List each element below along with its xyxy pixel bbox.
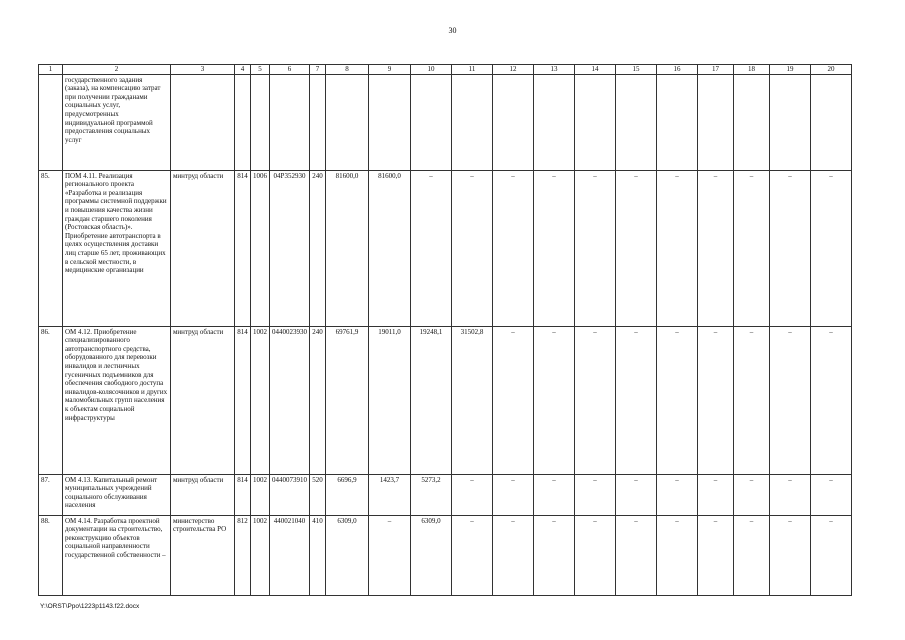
vr-cell: 240 — [310, 170, 326, 326]
rzpr-cell: 1002 — [251, 474, 270, 515]
grbs-cell: 812 — [235, 515, 251, 595]
year-value-cell: – — [534, 170, 575, 326]
year-value-cell: – — [616, 326, 657, 474]
year-value-cell: 81600,0 — [369, 170, 411, 326]
year-value-cell: – — [734, 515, 770, 595]
measure-name-cell: ПОМ 4.11. Реализация регионального проекта «Разработка и реализация программы системной поддержки и повышения качества жизни граждан старшего поколения (Ростовская область)». Приобретение автотранспорта в целях осуществления доставки лиц старше 65 лет, проживающих в сельской местности, в медицинские организации — [63, 170, 171, 326]
table-row — [39, 170, 852, 326]
csr-cell — [270, 74, 310, 170]
year-value-cell: 19011,0 — [369, 326, 411, 474]
year-value-cell — [369, 74, 411, 170]
row-number-cell: 85. — [39, 170, 63, 326]
header-cell: 1 — [39, 65, 63, 75]
year-value-cell — [734, 74, 770, 170]
vr-cell: 410 — [310, 515, 326, 595]
header-cell: 10 — [411, 65, 452, 75]
total-cell: 81600,0 — [326, 170, 369, 326]
year-value-cell: – — [534, 515, 575, 595]
executor-cell: минтруд области — [171, 170, 235, 326]
row-number-cell — [39, 74, 63, 170]
budget-table — [38, 64, 852, 596]
year-value-cell: – — [452, 515, 493, 595]
header-cell: 12 — [493, 65, 534, 75]
vr-cell: 520 — [310, 474, 326, 515]
csr-cell: 0440023930 — [270, 326, 310, 474]
header-cell: 8 — [326, 65, 369, 75]
header-cell: 11 — [452, 65, 493, 75]
row-number-cell: 87. — [39, 474, 63, 515]
year-value-cell: – — [575, 515, 616, 595]
rzpr-cell — [251, 74, 270, 170]
year-value-cell: – — [811, 326, 852, 474]
year-value-cell — [493, 74, 534, 170]
year-value-cell — [411, 74, 452, 170]
header-cell: 16 — [657, 65, 698, 75]
measure-name-cell: государственного задания (заказа), на компенсацию затрат при получении гражданами социальных услуг, предусмотренных индивидуальной программой предоставления социальных услуг — [63, 74, 171, 170]
year-value-cell: – — [616, 170, 657, 326]
year-value-cell: – — [698, 326, 734, 474]
header-cell: 2 — [63, 65, 171, 75]
header-cell: 4 — [235, 65, 251, 75]
row-number-cell: 88. — [39, 515, 63, 595]
grbs-cell — [235, 74, 251, 170]
year-value-cell: – — [575, 170, 616, 326]
year-value-cell: – — [493, 170, 534, 326]
year-value-cell: – — [452, 474, 493, 515]
header-cell: 19 — [770, 65, 811, 75]
year-value-cell: – — [770, 326, 811, 474]
total-cell: 6309,0 — [326, 515, 369, 595]
page-number: 30 — [448, 26, 457, 35]
year-value-cell: 19248,1 — [411, 326, 452, 474]
year-value-cell: – — [770, 170, 811, 326]
header-cell: 7 — [310, 65, 326, 75]
grbs-cell: 814 — [235, 474, 251, 515]
header-cell: 6 — [270, 65, 310, 75]
header-cell: 17 — [698, 65, 734, 75]
year-value-cell: – — [811, 515, 852, 595]
csr-cell: 0440073910 — [270, 474, 310, 515]
header-cell: 5 — [251, 65, 270, 75]
executor-cell: минтруд области — [171, 474, 235, 515]
vr-cell: 240 — [310, 326, 326, 474]
year-value-cell: – — [575, 326, 616, 474]
table-row — [39, 326, 852, 474]
executor-cell: минтруд области — [171, 326, 235, 474]
header-cell: 3 — [171, 65, 235, 75]
year-value-cell: – — [369, 515, 411, 595]
measure-name-cell: ОМ 4.12. Приобретение специализированного автотранспортного средства, оборудованного для перевозки инвалидов и лестничных гусеничных подъемников для обеспечения свободного доступа инвалидов-колясочников и других маломобильных групп населения к объектам социальной инфраструктуры — [63, 326, 171, 474]
total-cell — [326, 74, 369, 170]
year-value-cell: – — [657, 515, 698, 595]
csr-cell: 04Р352930 — [270, 170, 310, 326]
year-value-cell: – — [616, 474, 657, 515]
year-value-cell: – — [657, 170, 698, 326]
year-value-cell: 6309,0 — [411, 515, 452, 595]
year-value-cell — [770, 74, 811, 170]
year-value-cell: – — [575, 474, 616, 515]
header-cell: 20 — [811, 65, 852, 75]
year-value-cell: 31502,8 — [452, 326, 493, 474]
year-value-cell: – — [493, 515, 534, 595]
grbs-cell: 814 — [235, 326, 251, 474]
year-value-cell — [616, 74, 657, 170]
year-value-cell — [698, 74, 734, 170]
rzpr-cell: 1002 — [251, 326, 270, 474]
year-value-cell: – — [770, 474, 811, 515]
year-value-cell: – — [698, 515, 734, 595]
year-value-cell: – — [616, 515, 657, 595]
year-value-cell: – — [811, 170, 852, 326]
year-value-cell: – — [452, 170, 493, 326]
header-row — [39, 65, 852, 75]
rzpr-cell: 1002 — [251, 515, 270, 595]
year-value-cell: – — [734, 474, 770, 515]
year-value-cell: – — [534, 326, 575, 474]
file-path-footer: Y:\ORST\Ppo\1223p1143.f22.docx — [40, 603, 140, 610]
table-row — [39, 515, 852, 595]
year-value-cell: – — [657, 474, 698, 515]
year-value-cell — [575, 74, 616, 170]
year-value-cell: – — [734, 170, 770, 326]
year-value-cell — [811, 74, 852, 170]
table-row — [39, 474, 852, 515]
year-value-cell: – — [411, 170, 452, 326]
year-value-cell: – — [698, 474, 734, 515]
header-cell: 14 — [575, 65, 616, 75]
row-number-cell: 86. — [39, 326, 63, 474]
executor-cell — [171, 74, 235, 170]
year-value-cell: – — [493, 474, 534, 515]
year-value-cell — [534, 74, 575, 170]
year-value-cell: – — [493, 326, 534, 474]
measure-name-cell: ОМ 4.14. Разработка проектной документации на строительство, реконструкцию объектов социальной направленности государственной собственности – — [63, 515, 171, 595]
header-cell: 13 — [534, 65, 575, 75]
year-value-cell: – — [657, 326, 698, 474]
total-cell: 6696,9 — [326, 474, 369, 515]
total-cell: 69761,9 — [326, 326, 369, 474]
grbs-cell: 814 — [235, 170, 251, 326]
year-value-cell: – — [811, 474, 852, 515]
rzpr-cell: 1006 — [251, 170, 270, 326]
year-value-cell: 5273,2 — [411, 474, 452, 515]
table-row — [39, 74, 852, 170]
executor-cell: министерство строительства РО — [171, 515, 235, 595]
year-value-cell: – — [770, 515, 811, 595]
year-value-cell — [452, 74, 493, 170]
year-value-cell: – — [734, 326, 770, 474]
year-value-cell: – — [534, 474, 575, 515]
year-value-cell — [657, 74, 698, 170]
csr-cell: 440021040 — [270, 515, 310, 595]
measure-name-cell: ОМ 4.13. Капитальный ремонт муниципальных учреждений социального обслуживания населения — [63, 474, 171, 515]
year-value-cell: 1423,7 — [369, 474, 411, 515]
header-cell: 18 — [734, 65, 770, 75]
header-cell: 15 — [616, 65, 657, 75]
year-value-cell: – — [698, 170, 734, 326]
header-cell: 9 — [369, 65, 411, 75]
vr-cell — [310, 74, 326, 170]
